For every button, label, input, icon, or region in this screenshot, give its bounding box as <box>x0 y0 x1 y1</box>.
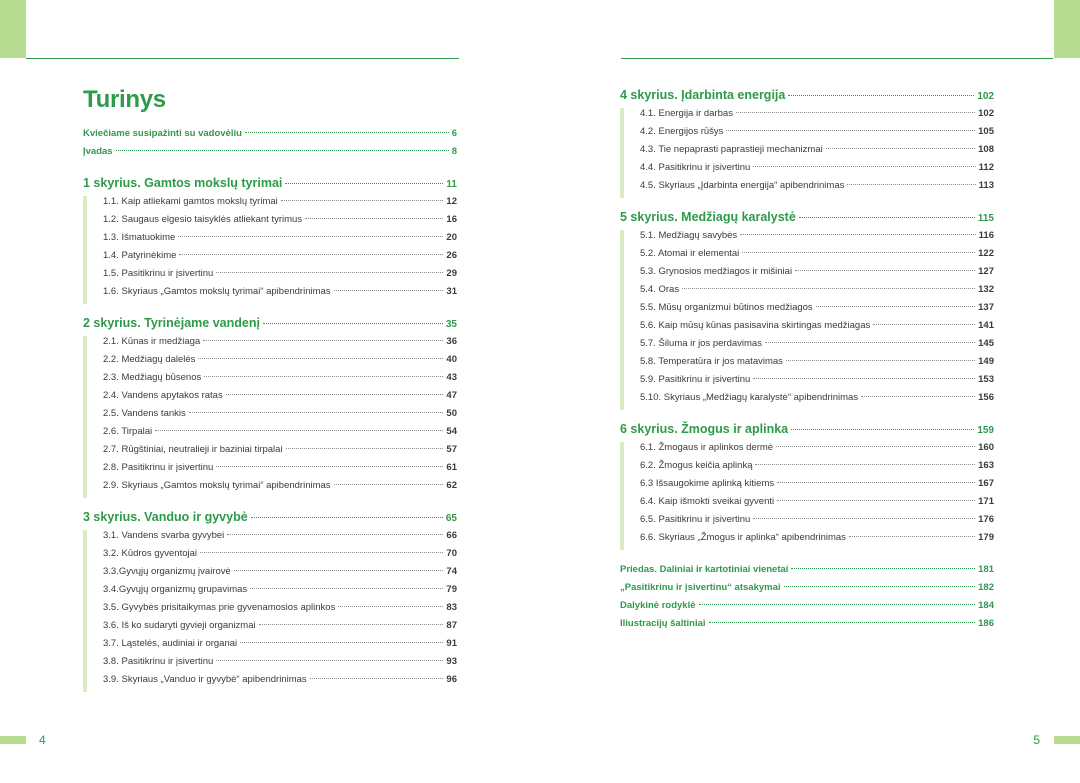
chapter-5 <box>620 210 994 410</box>
section-entry[interactable]: 6.5. Pasitikrinu ir įsivertinu 176 <box>640 514 994 525</box>
chapter-heading[interactable]: 3 skyrius. Vanduo ir gyvybė 65 <box>83 510 457 524</box>
section-entry[interactable]: 5.7. Šiluma ir jos perdavimas 145 <box>640 338 994 349</box>
corner-tab-left <box>0 0 26 58</box>
section-entry[interactable]: 2.8. Pasitikrinu ir įsivertinu 61 <box>103 462 457 473</box>
section-entry[interactable]: 2.1. Kūnas ir medžiaga 36 <box>103 336 457 347</box>
section-entry[interactable]: 5.1. Medžiagų savybės 116 <box>640 230 994 241</box>
section-entry[interactable]: 4.4. Pasitikrinu ir įsivertinu 112 <box>640 162 994 173</box>
section-entry[interactable]: 1.3. Išmatuokime 20 <box>103 232 457 243</box>
chapter-heading[interactable]: 5 skyrius. Medžiagų karalystė 115 <box>620 210 994 224</box>
section-entry[interactable]: 6.1. Žmogaus ir aplinkos dermė 160 <box>640 442 994 453</box>
section-entry[interactable]: 3.6. Iš ko sudaryti gyvieji organizmai 87 <box>103 620 457 631</box>
section-entry[interactable]: 2.2. Medžiagų dalelės 40 <box>103 354 457 365</box>
corner-tab-right <box>1054 0 1080 58</box>
section-entry[interactable]: 5.6. Kaip mūsų kūnas pasisavina skirtingas medžiagas 141 <box>640 320 994 331</box>
chapter-heading[interactable]: 2 skyrius. Tyrinėjame vandenį 35 <box>83 316 457 330</box>
toc-intro-entry[interactable]: Įvadas 8 <box>83 146 457 157</box>
chapter-heading[interactable]: 4 skyrius. Įdarbinta energija 102 <box>620 88 994 102</box>
chapter-2 <box>83 316 457 498</box>
section-entry[interactable]: 3.9. Skyriaus „Vanduo ir gyvybė“ apibendrinimas 96 <box>103 674 457 685</box>
section-entry[interactable]: 5.2. Atomai ir elementai 122 <box>640 248 994 259</box>
chapter-sections <box>620 230 994 410</box>
chapter-sections <box>620 108 994 198</box>
toc-right-column <box>620 88 994 636</box>
header-rule-left <box>26 58 459 59</box>
section-entry[interactable]: 3.8. Pasitikrinu ir įsivertinu 93 <box>103 656 457 667</box>
section-entry[interactable]: 4.1. Energija ir darbas 102 <box>640 108 994 119</box>
section-entry[interactable]: 4.5. Skyriaus „Įdarbinta energija“ apibendrinimas 113 <box>640 180 994 191</box>
section-entry[interactable]: 6.6. Skyriaus „Žmogus ir aplinka“ apibendrinimas 179 <box>640 532 994 543</box>
appendix-entry[interactable]: Iliustracijų šaltiniai 186 <box>620 618 994 629</box>
section-entry[interactable]: 5.10. Skyriaus „Medžiagų karalystė“ apibendrinimas 156 <box>640 392 994 403</box>
section-entry[interactable]: 1.1. Kaip atliekami gamtos mokslų tyrimai 12 <box>103 196 457 207</box>
chapter-sections <box>83 530 457 692</box>
section-entry[interactable]: 3.1. Vandens svarba gyvybei 66 <box>103 530 457 541</box>
chapter-3 <box>83 510 457 692</box>
section-entry[interactable]: 3.3.Gyvųjų organizmų įvairovė 74 <box>103 566 457 577</box>
appendix-list <box>620 564 994 636</box>
section-entry[interactable]: 6.3 Išsaugokime aplinką kitiems 167 <box>640 478 994 489</box>
section-entry[interactable]: 2.7. Rūgštiniai, neutralieji ir baziniai tirpalai 57 <box>103 444 457 455</box>
appendix-entry[interactable]: Dalykinė rodyklė 184 <box>620 600 994 611</box>
chapter-6 <box>620 422 994 550</box>
chapter-4 <box>620 88 994 198</box>
section-entry[interactable]: 3.5. Gyvybės prisitaikymas prie gyvenamosios aplinkos 83 <box>103 602 457 613</box>
section-entry[interactable]: 5.8. Temperatūra ir jos matavimas 149 <box>640 356 994 367</box>
section-entry[interactable]: 5.9. Pasitikrinu ir įsivertinu 153 <box>640 374 994 385</box>
section-entry[interactable]: 1.6. Skyriaus „Gamtos mokslų tyrimai“ apibendrinimas 31 <box>103 286 457 297</box>
page-number-right: 5 <box>1033 733 1040 747</box>
section-entry[interactable]: 2.6. Tirpalai 54 <box>103 426 457 437</box>
footer-bar-right <box>1054 736 1080 744</box>
section-entry[interactable]: 5.5. Mūsų organizmui būtinos medžiagos 137 <box>640 302 994 313</box>
section-entry[interactable]: 3.4.Gyvųjų organizmų grupavimas 79 <box>103 584 457 595</box>
chapter-heading[interactable]: 6 skyrius. Žmogus ir aplinka 159 <box>620 422 994 436</box>
toc-intro-entry[interactable]: Kviečiame susipažinti su vadovėliu 6 <box>83 128 457 139</box>
header-rule-right <box>621 58 1053 59</box>
toc-left-column <box>83 128 457 692</box>
section-entry[interactable]: 2.4. Vandens apytakos ratas 47 <box>103 390 457 401</box>
section-entry[interactable]: 5.4. Oras 132 <box>640 284 994 295</box>
appendix-entry[interactable]: Priedas. Daliniai ir kartotiniai vienetai 181 <box>620 564 994 575</box>
section-entry[interactable]: 1.2. Saugaus elgesio taisyklės atliekant tyrimus 16 <box>103 214 457 225</box>
section-entry[interactable]: 4.3. Tie nepaprasti paprastieji mechanizmai 108 <box>640 144 994 155</box>
chapter-sections <box>83 336 457 498</box>
section-entry[interactable]: 5.3. Grynosios medžiagos ir mišiniai 127 <box>640 266 994 277</box>
footer-bar-left <box>0 736 26 744</box>
appendix-entry[interactable]: „Pasitikrinu ir įsivertinu“ atsakymai 182 <box>620 582 994 593</box>
chapter-1 <box>83 176 457 304</box>
section-entry[interactable]: 1.5. Pasitikrinu ir įsivertinu 29 <box>103 268 457 279</box>
section-entry[interactable]: 4.2. Energijos rūšys 105 <box>640 126 994 137</box>
section-entry[interactable]: 3.2. Kūdros gyventojai 70 <box>103 548 457 559</box>
chapter-heading[interactable]: 1 skyrius. Gamtos mokslų tyrimai 11 <box>83 176 457 190</box>
chapter-sections <box>83 196 457 304</box>
section-entry[interactable]: 6.4. Kaip išmokti sveikai gyventi 171 <box>640 496 994 507</box>
page-title: Turinys <box>83 86 166 113</box>
section-entry[interactable]: 1.4. Patyrinėkime 26 <box>103 250 457 261</box>
section-entry[interactable]: 3.7. Ląstelės, audiniai ir organai 91 <box>103 638 457 649</box>
section-entry[interactable]: 2.5. Vandens tankis 50 <box>103 408 457 419</box>
section-entry[interactable]: 2.9. Skyriaus „Gamtos mokslų tyrimai“ apibendrinimas 62 <box>103 480 457 491</box>
chapter-sections <box>620 442 994 550</box>
section-entry[interactable]: 2.3. Medžiagų būsenos 43 <box>103 372 457 383</box>
page-number-left: 4 <box>39 733 46 747</box>
section-entry[interactable]: 6.2. Žmogus keičia aplinką 163 <box>640 460 994 471</box>
